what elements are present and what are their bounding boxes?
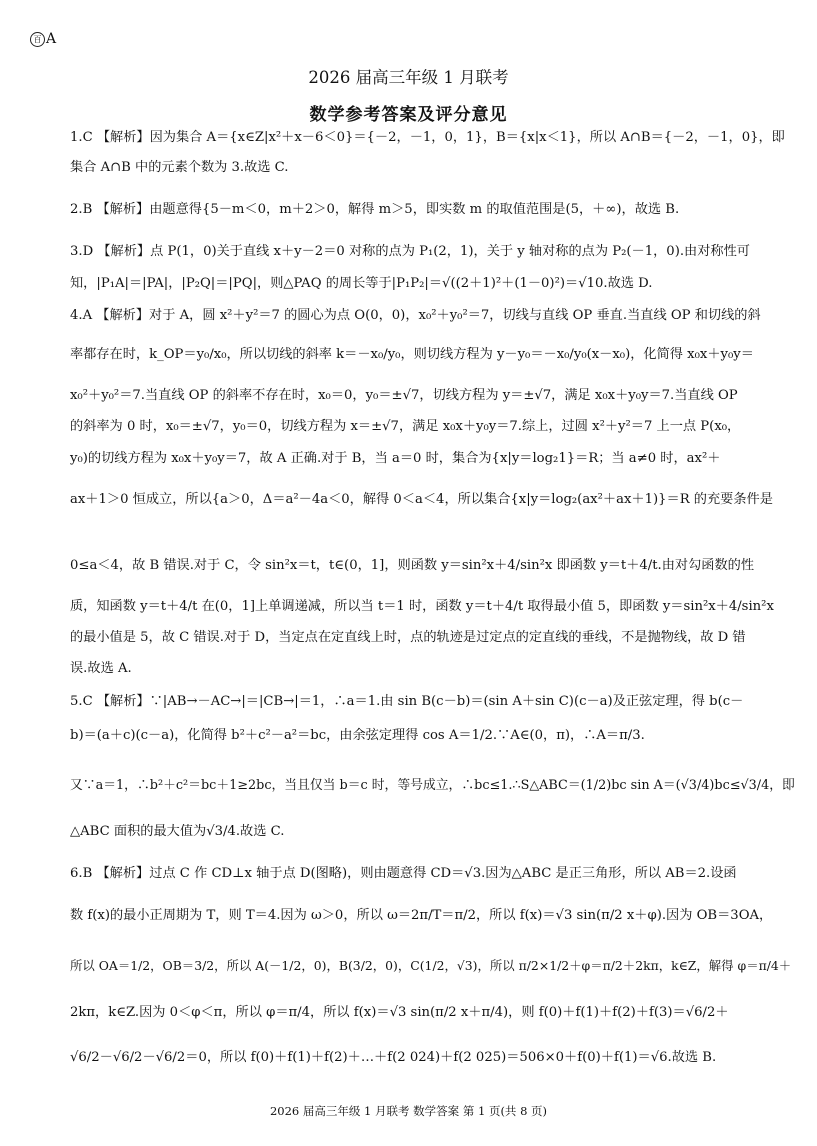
answer-line: △ABC 面积的最大值为√3/4.故选 C. — [70, 824, 285, 839]
answer-line: ax＋1＞0 恒成立，所以{a＞0，Δ＝a²－4a＜0，解得 0＜a＜4，所以集合{x|y＝log₂(ax²＋ax＋1)}＝R 的充要条件是 — [70, 492, 773, 507]
answer-line: 5.C 【解析】∵|AB→－AC→|＝|CB→|＝1，∴a＝1.由 sin B(c－b)＝(sin A＋sin C)(c－a)及正弦定理，得 b(c－ — [70, 694, 744, 709]
answer-line: 又∵a＝1，∴b²＋c²＝bc＋1≥2bc，当且仅当 b＝c 时，等号成立，∴bc≤1.∴S△ABC＝(1/2)bc sin A＝(√3/4)bc≤√3/4，即 — [70, 778, 795, 793]
answer-line: 质，知函数 y＝t＋4/t 在(0，1]上单调递减，所以当 t＝1 时，函数 y＝t＋4/t 取得最小值 5，即函数 y＝sin²x＋4/sin²x — [70, 599, 774, 614]
answer-line: √6/2－√6/2－√6/2＝0，所以 f(0)＋f(1)＋f(2)＋…＋f(2 024)＋f(2 025)＝506×0＋f(0)＋f(1)＝√6.故选 B. — [70, 1050, 717, 1065]
answer-line: 4.A 【解析】对于 A，圆 x²＋y²＝7 的圆心为点 O(0，0)，x₀²＋y₀²＝7，切线与直线 OP 垂直.当直线 OP 和切线的斜 — [70, 308, 761, 323]
stamp-letter: A — [46, 31, 57, 47]
answer-line: 知，|P₁A|＝|PA|，|P₂Q|＝|PQ|，则△PAQ 的周长等于|P₁P₂|＝√((2＋1)²＋(1－0)²)＝√10.故选 D. — [70, 276, 653, 291]
answer-line: 率都存在时，k_OP＝y₀/x₀，所以切线的斜率 k＝－x₀/y₀，则切线方程为 y－y₀＝－x₀/y₀(x－x₀)，化简得 x₀x＋y₀y＝ — [70, 347, 754, 362]
answer-line: 数 f(x)的最小正周期为 T，则 T＝4.因为 ω＞0，所以 ω＝2π/T＝π/2，所以 f(x)＝√3 sin(π/2 x＋φ).因为 OB＝3OA， — [70, 908, 773, 923]
answer-line: b)＝(a＋c)(c－a)，化简得 b²＋c²－a²＝bc，由余弦定理得 cos A＝1/2.∵A∈(0，π)，∴A＝π/3. — [70, 728, 645, 743]
page-footer: 2026 届高三年级 1 月联考 数学答案 第 1 页(共 8 页) — [269, 1104, 548, 1118]
exam-title: 2026 届高三年级 1 月联考 — [308, 68, 509, 87]
corner-stamp — [30, 31, 56, 47]
answer-line: 3.D 【解析】点 P(1，0)关于直线 x＋y－2＝0 对称的点为 P₁(2，1)，关于 y 轴对称的点为 P₂(－1，0).由对称性可 — [70, 244, 750, 259]
answer-line: 2.B 【解析】由题意得{5－m＜0，m＋2＞0，解得 m＞5，即实数 m 的取值范围是(5，＋∞)，故选 B. — [70, 202, 680, 217]
answer-line: y₀)的切线方程为 x₀x＋y₀y＝7，故 A 正确.对于 B，当 a＝0 时，集合为{x|y＝log₂1}＝R；当 a≠0 时，ax²＋ — [70, 451, 721, 466]
answer-line: 所以 OA＝1/2，OB＝3/2，所以 A(－1/2，0)，B(3/2，0)，C(1/2，√3)，所以 π/2×1/2＋φ＝π/2＋2kπ，k∈Z，解得 φ＝π/4＋ — [70, 958, 792, 973]
stamp-circle-mark: 百 — [30, 32, 45, 47]
answer-line: 的斜率为 0 时，x₀＝±√7，y₀＝0，切线方程为 x＝±√7，满足 x₀x＋y₀y＝7.综上，过圆 x²＋y²＝7 上一点 P(x₀， — [70, 419, 741, 434]
answer-line: 误.故选 A. — [70, 661, 132, 676]
answer-line: 的最小值是 5，故 C 错误.对于 D，当定点在定直线上时，点的轨迹是过定点的定直线的垂线，不是抛物线，故 D 错 — [70, 630, 746, 645]
answer-line: 1.C 【解析】因为集合 A＝{x∈Z|x²＋x－6＜0}＝{－2，－1，0，1}，B＝{x|x＜1}，所以 A∩B＝{－2，－1，0}，即 — [70, 130, 785, 145]
answer-line: x₀²＋y₀²＝7.当直线 OP 的斜率不存在时，x₀＝0，y₀＝±√7，切线方程为 y＝±√7，满足 x₀x＋y₀y＝7.当直线 OP — [70, 388, 738, 403]
answer-line: 集合 A∩B 中的元素个数为 3.故选 C. — [70, 160, 289, 175]
document-title: 数学参考答案及评分意见 — [309, 105, 508, 125]
answer-line: 2kπ，k∈Z.因为 0＜φ＜π，所以 φ＝π/4，所以 f(x)＝√3 sin(π/2 x＋π/4)，则 f(0)＋f(1)＋f(2)＋f(3)＝√6/2＋ — [70, 1005, 729, 1020]
answer-line: 6.B 【解析】过点 C 作 CD⊥x 轴于点 D(图略)，则由题意得 CD＝√3.因为△ABC 是正三角形，所以 AB＝2.设函 — [70, 866, 737, 881]
answer-line: 0≤a＜4，故 B 错误.对于 C，令 sin²x＝t，t∈(0，1]，则函数 y＝sin²x＋4/sin²x 即函数 y＝t＋4/t.由对勾函数的性 — [70, 558, 755, 573]
